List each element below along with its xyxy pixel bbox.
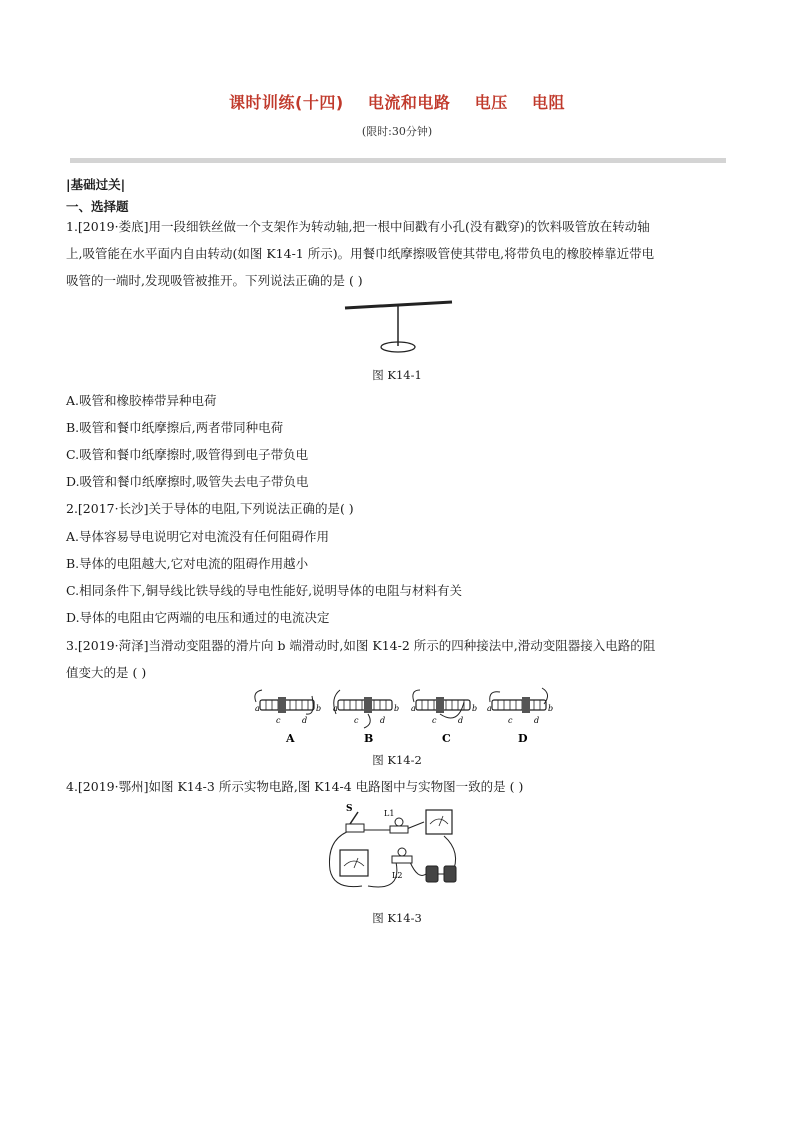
terminal-c: c: [354, 716, 359, 725]
q2-stem: 2.[2017·长沙]关于导体的电阻,下列说法正确的是( ): [66, 501, 354, 516]
terminal-b: b: [472, 704, 478, 713]
rheostat-figure: [250, 688, 554, 746]
terminal-d: d: [380, 716, 386, 725]
panel-label-d: D: [518, 732, 528, 745]
straw-figure: [340, 300, 460, 360]
rheostat-panel-a: [255, 690, 321, 745]
terminal-a: a: [255, 704, 260, 713]
q1-option-a: A.吸管和橡胶棒带异种电荷: [66, 393, 217, 408]
terminal-a: a: [487, 704, 492, 713]
q2-option-c: C.相同条件下,铜导线比铁导线的导电性能好,说明导体的电阻与材料有关: [66, 583, 463, 598]
terminal-a: a: [411, 704, 416, 713]
terminal-d: d: [458, 716, 464, 725]
panel-label-b: B: [364, 732, 374, 745]
section-choice: 一、选择题: [66, 199, 129, 214]
terminal-b: b: [394, 704, 400, 713]
header-divider: [70, 158, 726, 163]
q1-option-b: B.吸管和餐巾纸摩擦后,两者带同种电荷: [66, 420, 284, 435]
voltmeter: [340, 850, 368, 876]
q3-stem-line2: 值变大的是 ( ): [66, 665, 147, 680]
rheostat-panel-c: [411, 690, 477, 745]
rheostat-panel-b: [333, 690, 399, 745]
q3-stem-line1: 3.[2019·菏泽]当滑动变阻器的滑片向 b 端滑动时,如图 K14-2 所示的四种接法中,滑动变阻器接入电路的阻: [66, 638, 656, 653]
terminal-d: d: [302, 716, 308, 725]
lamp2-label: L2: [392, 871, 403, 880]
terminal-c: c: [432, 716, 437, 725]
terminal-a: a: [333, 704, 338, 713]
figure-caption-k14-1: 图 K14-1: [372, 368, 422, 382]
page-title: 课时训练(十四) 电流和电路 电压 电阻: [229, 93, 565, 112]
panel-label-c: C: [442, 732, 451, 745]
terminal-d: d: [534, 716, 540, 725]
q1-stem-line2: 上,吸管能在水平面内自由转动(如图 K14-1 所示)。用餐巾纸摩擦吸管使其带电,将带负电的橡胶棒靠近带电: [66, 246, 655, 261]
q2-option-a: A.导体容易导电说明它对电流没有任何阻碍作用: [66, 529, 330, 544]
ammeter: [426, 810, 452, 834]
q4-stem: 4.[2019·鄂州]如图 K14-3 所示实物电路,图 K14-4 电路图中与实物图一致的是 ( ): [66, 779, 524, 794]
section-basic: |基础过关|: [66, 177, 126, 192]
q2-option-b: B.导体的电阻越大,它对电流的阻碍作用越小: [66, 556, 309, 571]
lamp-l1: [384, 809, 408, 833]
figure-caption-k14-2: 图 K14-2: [372, 753, 422, 767]
rheostat-panel-d: [487, 688, 553, 745]
switch-label: S: [346, 804, 353, 814]
terminal-c: c: [276, 716, 281, 725]
terminal-c: c: [508, 716, 513, 725]
terminal-b: b: [548, 704, 554, 713]
panel-label-a: A: [286, 732, 295, 745]
terminal-b: b: [316, 704, 322, 713]
lamp1-label: L1: [384, 809, 395, 818]
q1-stem-line3: 吸管的一端时,发现吸管被推开。下列说法正确的是 ( ): [66, 273, 363, 288]
lamp-l2: [392, 848, 412, 880]
q1-option-d: D.吸管和餐巾纸摩擦时,吸管失去电子带负电: [66, 474, 309, 489]
q1-stem-line1: 1.[2019·娄底]用一段细铁丝做一个支架作为转动轴,把一根中间戳有小孔(没有戳穿)的饮料吸管放在转动轴: [66, 219, 650, 234]
figure-caption-k14-3: 图 K14-3: [372, 911, 422, 925]
circuit-figure: [322, 800, 472, 896]
time-limit: (限时:30分钟): [361, 125, 433, 138]
q2-option-d: D.导体的电阻由它两端的电压和通过的电流决定: [66, 610, 330, 625]
q1-option-c: C.吸管和餐巾纸摩擦时,吸管得到电子带负电: [66, 447, 309, 462]
switch-s: [346, 804, 364, 832]
